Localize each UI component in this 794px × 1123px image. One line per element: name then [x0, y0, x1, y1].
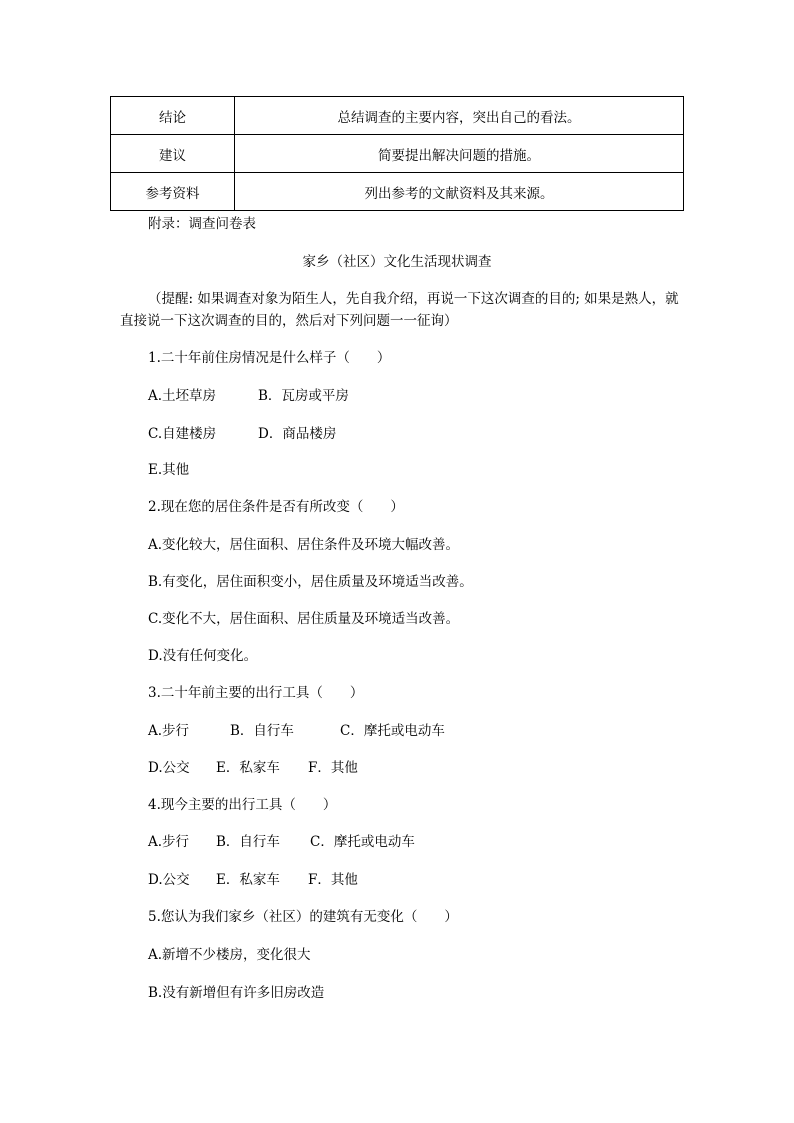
option-line	[148, 460, 189, 480]
option-line: D.没有任何变化。	[148, 648, 258, 664]
question-4: 4.现今主要的出行工具（ ）	[148, 797, 337, 813]
option: F．其他	[308, 760, 358, 776]
table-cell-label: 参考资料	[111, 173, 235, 211]
option: B．自行车	[216, 834, 280, 850]
option: A.步行	[148, 723, 190, 739]
option: E．私家车	[216, 760, 280, 776]
report-structure-table	[110, 96, 684, 211]
option: D.公交	[148, 872, 190, 888]
option-line	[148, 758, 358, 778]
table-row	[111, 173, 684, 211]
option-line	[148, 832, 415, 852]
option: E.其他	[148, 462, 190, 478]
option: A.步行	[148, 834, 190, 850]
option: F．其他	[308, 872, 358, 888]
option: E．私家车	[216, 872, 280, 888]
option: B．瓦房或平房	[258, 388, 349, 404]
table-cell-label: 结论	[111, 97, 235, 135]
option-line: B.有变化，居住面积变小，居住质量及环境适当改善。	[148, 574, 473, 590]
table-cell-content: 列出参考的文献资料及其来源。	[235, 173, 684, 211]
option-line: A.新增不少楼房，变化很大	[148, 947, 311, 963]
option: C．摩托或电动车	[310, 834, 415, 850]
question-5: 5.您认为我们家乡（社区）的建筑有无变化（ ）	[148, 909, 458, 925]
option: C．摩托或电动车	[340, 723, 445, 739]
option-line: A.变化较大，居住面积、居住条件及环境大幅改善。	[148, 537, 460, 553]
table-cell-label: 建议	[111, 135, 235, 173]
option: D．商品楼房	[258, 426, 337, 442]
option: C.自建楼房	[148, 426, 217, 442]
option-line	[148, 870, 358, 890]
option-line	[148, 721, 445, 741]
option-line	[148, 386, 349, 406]
table-row	[111, 135, 684, 173]
appendix-heading: 附录：调查问卷表	[148, 216, 256, 232]
option-line: B.没有新增但有许多旧房改造	[148, 985, 325, 1001]
survey-reminder: （提醒: 如果调查对象为陌生人，先自我介绍，再说一下这次调查的目的; 如果是熟人，就直接说一下这次调查的目的，然后对下列问题一一征询）	[120, 291, 679, 329]
table-cell-content: 简要提出解决问题的措施。	[235, 135, 684, 173]
option-line: C.变化不大，居住面积、居住质量及环境适当改善。	[148, 611, 460, 627]
table-row	[111, 97, 684, 135]
option: D.公交	[148, 760, 190, 776]
table-cell-content: 总结调查的主要内容，突出自己的看法。	[235, 97, 684, 135]
question-1: 1.二十年前住房情况是什么样子（ ）	[148, 350, 391, 366]
question-2: 2.现在您的居住条件是否有所改变（ ）	[148, 499, 404, 515]
option: A.土坯草房	[148, 388, 217, 404]
question-3: 3.二十年前主要的出行工具（ ）	[148, 685, 364, 701]
option: B．自行车	[230, 723, 294, 739]
option-line	[148, 424, 336, 444]
survey-title: 家乡（社区）文化生活现状调查	[302, 254, 492, 270]
